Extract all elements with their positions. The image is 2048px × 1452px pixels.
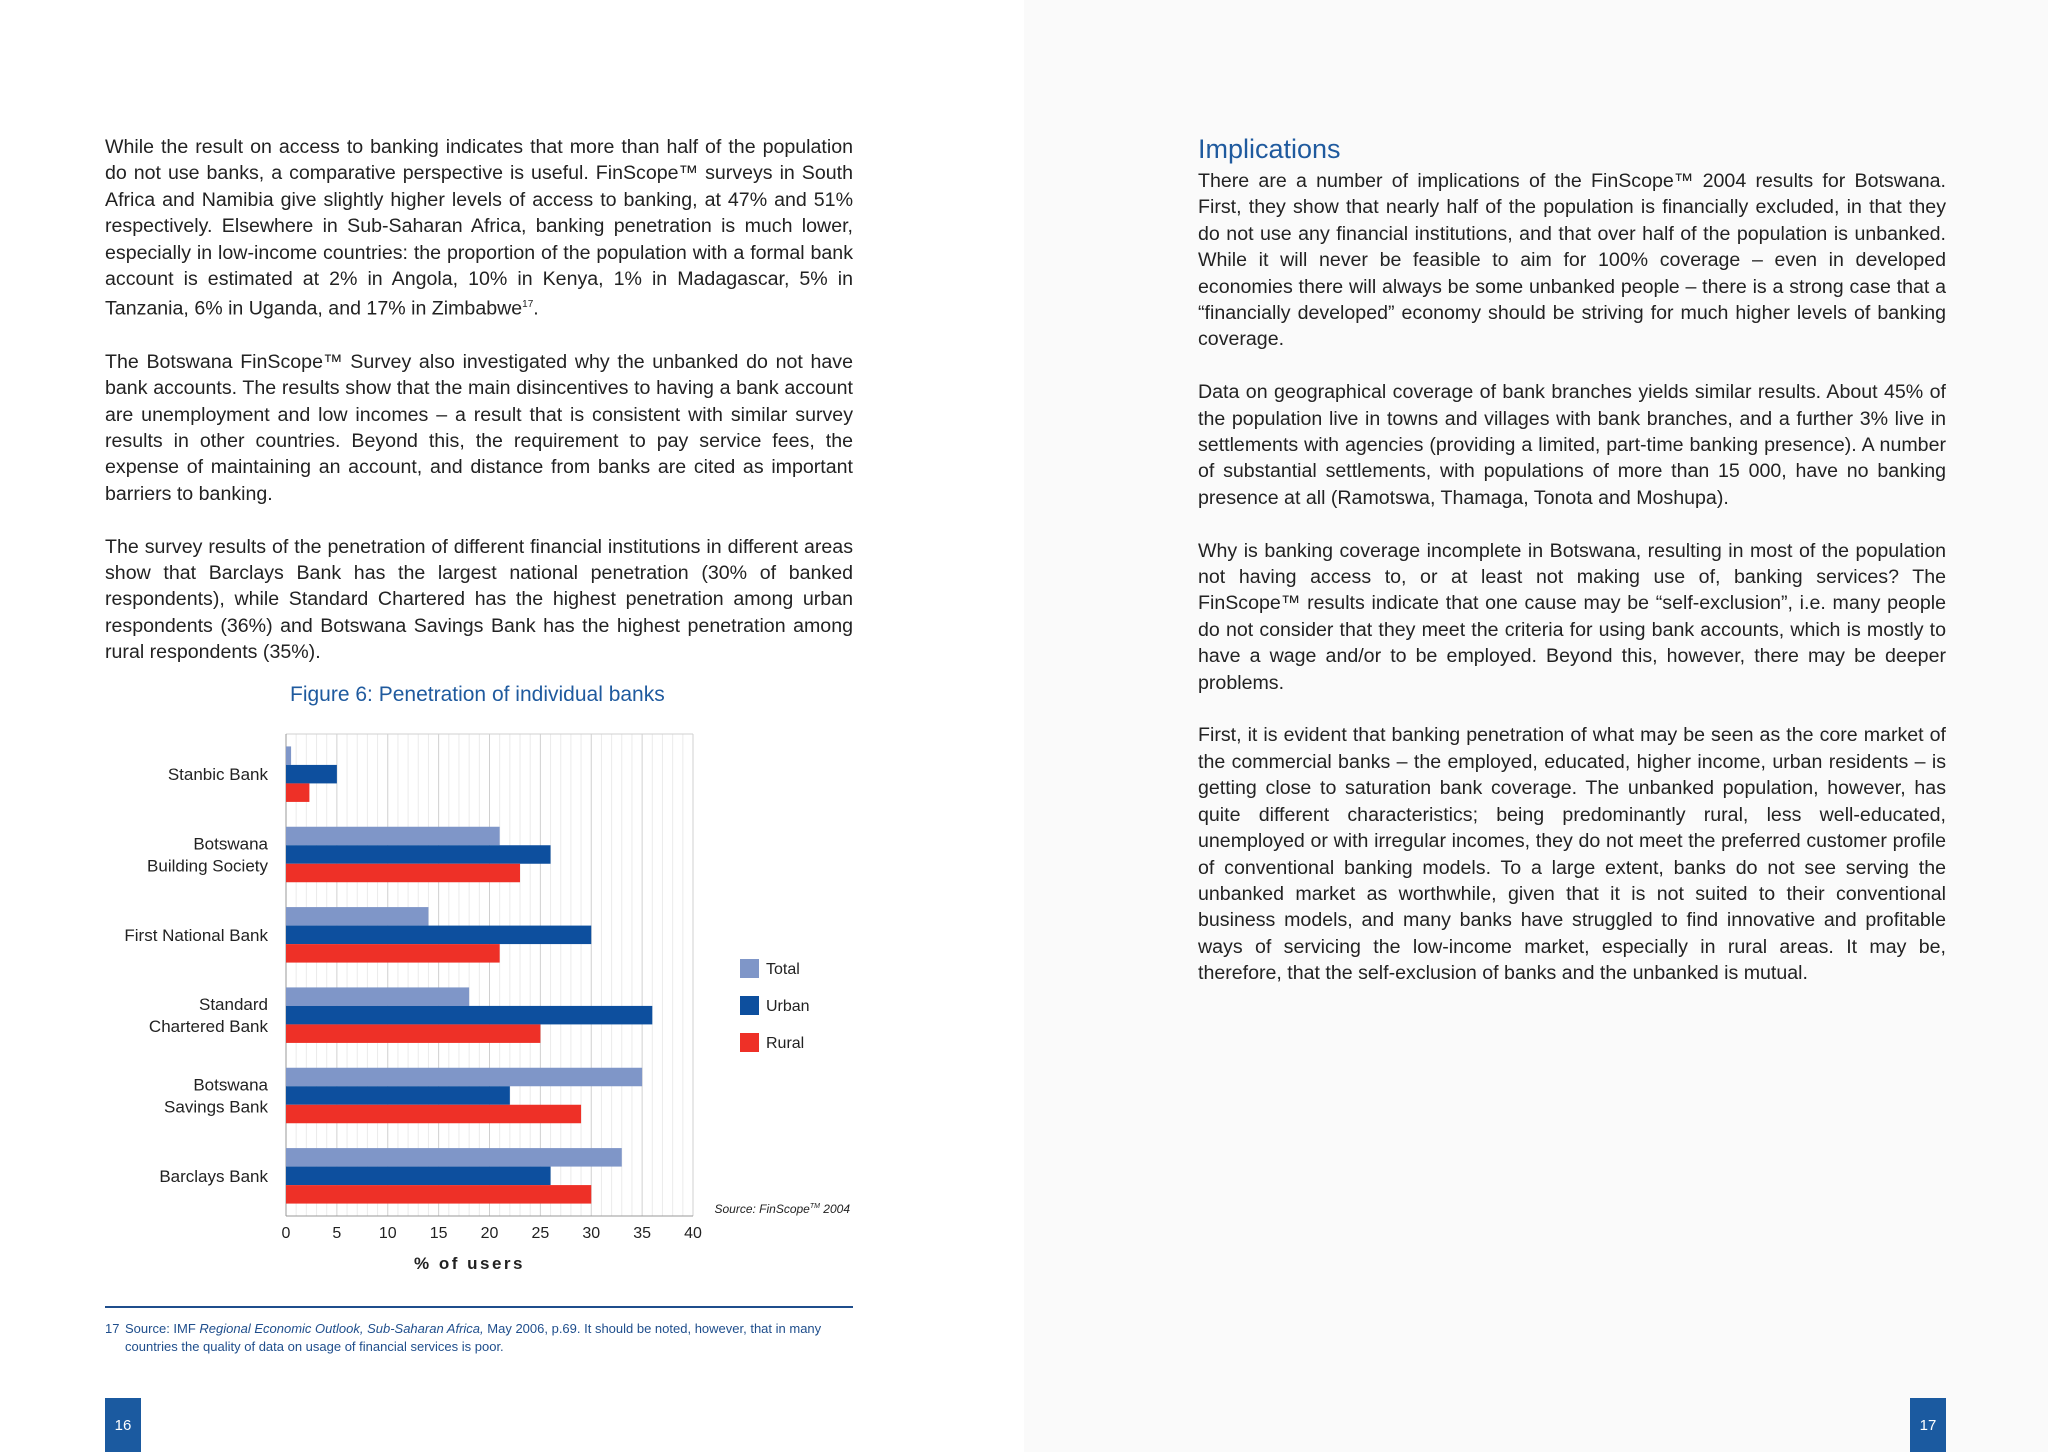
bar xyxy=(286,1024,540,1043)
bar xyxy=(286,765,337,784)
page-number: 17 xyxy=(1910,1398,1946,1452)
paragraph: Why is banking coverage incomplete in Botswana, resulting in most of the population not having access to, or at least not making use of, banking services? The FinScope™ results indicate that one cause may be “self-exclusion”, i.e. many people do not consider that they meet the criteria for using bank accounts, which is mostly to have a wage and/or to be employed. Beyond this, however, there may be deeper problems. xyxy=(1198,539,1946,694)
bar xyxy=(286,827,500,846)
x-tick-label: 30 xyxy=(582,1225,601,1242)
bar xyxy=(286,864,520,883)
bar xyxy=(286,1006,652,1025)
right-page-text xyxy=(1198,132,1946,1013)
bar xyxy=(286,746,291,765)
bar xyxy=(286,1068,642,1087)
legend-swatch xyxy=(740,1033,759,1052)
legend-label: Urban xyxy=(766,998,810,1015)
paragraph: Data on geographical coverage of bank branches yields similar results. About 45% of the population live in towns and villages with bank branches, and a further 3% live in settlements with agencies (providing a limited, part-time banking presence). A number of substantial settlements, with populations of more than 15 000, have no banking presence at all (Ramotswa, Thamaga, Tonota and Moshupa). xyxy=(1198,381,1946,509)
x-axis-label: % of users xyxy=(414,1254,525,1273)
category-label: Botswana Building Society xyxy=(147,834,268,876)
legend-swatch xyxy=(740,959,759,978)
x-tick-label: 25 xyxy=(531,1225,550,1242)
footnote: 17 Source: IMF Regional Economic Outlook, Sub-Saharan Africa, May 2006, p.69. It should be noted, however, that in many countries the quality of data on usage of financial services is poor. xyxy=(105,1321,822,1354)
category-label: Standard Chartered Bank xyxy=(148,995,268,1037)
bar xyxy=(286,1167,551,1186)
paragraph: While the result on access to banking indicates that more than half of the population do not use banks, a comparative perspective is useful. FinScope™ surveys in South Africa and Namibia give slightly higher levels of access to banking, at 47% and 51% respectively. Elsewhere in Sub-Saharan Africa, banking penetration is much lower, especially in low-income countries: the proportion of the population with a formal bank account is estimated at 2% in Angola, 10% in Kenya, 1% in Madagascar, 5% in Tanzania, 6% in Uganda, and 17% in Zimbabwe$^{17}$. xyxy=(105,136,853,320)
x-tick-label: 5 xyxy=(332,1225,342,1242)
bar xyxy=(286,1185,591,1204)
bar xyxy=(286,783,309,802)
legend-label: Total xyxy=(766,961,800,978)
legend-label: Rural xyxy=(766,1035,805,1052)
legend-swatch xyxy=(740,996,759,1015)
category-label: First National Bank xyxy=(124,925,268,945)
chart-source: Source: FinScope™ 2004 xyxy=(714,1202,850,1216)
category-label: Stanbic Bank xyxy=(167,765,268,785)
figure-title: Figure 6: Penetration of individual banks xyxy=(290,683,665,706)
bar xyxy=(286,907,428,926)
paragraph: First, it is evident that banking penetration of what may be seen as the core market of the commercial banks – the employed, educated, higher income, urban residents – is getting close to saturation bank coverage. The unbanked population, however, has quite different characteristics; being predominantly rural, less well-educated, unemployed or with irregular incomes, they do not meet the preferred customer profile of conventional banking models. To a large extent, banks do not see serving the unbanked market as worthwhile, given that it is not suited to their conventional business models, and many banks have struggled to find innovative and profitable ways of servicing the low-income market, especially in rural areas. It may be, therefore, that the self-exclusion of banks and the unbanked is mutual. xyxy=(1198,724,1946,985)
section-heading: Implications xyxy=(1198,134,1341,164)
bar xyxy=(286,1148,622,1167)
x-tick-label: 35 xyxy=(633,1225,652,1242)
category-label: Barclays Bank xyxy=(159,1166,268,1186)
x-tick-label: 40 xyxy=(684,1225,702,1242)
x-tick-label: 0 xyxy=(281,1225,291,1242)
bar xyxy=(286,1105,581,1124)
paragraph: The survey results of the penetration of different financial institutions in different areas show that Barclays Bank has the largest national penetration (30% of banked respondents), while Standard Chartered has the highest penetration among urban respondents (36%) and Botswana Savings Bank has the highest penetration among rural respondents (35%). xyxy=(105,535,853,664)
bar xyxy=(286,1086,510,1105)
page-number: 16 xyxy=(105,1398,141,1452)
x-tick-label: 20 xyxy=(480,1225,499,1242)
x-tick-label: 15 xyxy=(429,1225,448,1242)
bar xyxy=(286,845,551,864)
footnote-divider xyxy=(105,1306,853,1308)
bar xyxy=(286,926,591,945)
paragraph: The Botswana FinScope™ Survey also investigated why the unbanked do not have bank accounts. The results show that the main disincentives to having a bank account are unemployment and low incomes – a result that is consistent with similar survey results in other countries. Beyond this, the requirement to pay service fees, the expense of maintaining an account, and distance from banks are cited as important barriers to banking. xyxy=(105,350,853,505)
bar xyxy=(286,944,500,963)
category-label: Botswana Savings Bank xyxy=(164,1075,268,1117)
bar xyxy=(286,987,469,1006)
paragraph: There are a number of implications of the FinScope™ 2004 results for Botswana. First, they show that nearly half of the population is financially excluded, in that they do not use any financial institutions, and that over half of the population is unbanked. While it will never be feasible to aim for 100% coverage – even in developed economies there will always be some unbanked people – there is a strong case that a “financially developed” economy should be striving for much higher levels of banking coverage. xyxy=(1198,170,1946,351)
footnote-number: 17 xyxy=(105,1321,120,1336)
x-tick-label: 10 xyxy=(378,1225,397,1242)
footnote-reference[interactable]: 17 xyxy=(522,299,534,311)
